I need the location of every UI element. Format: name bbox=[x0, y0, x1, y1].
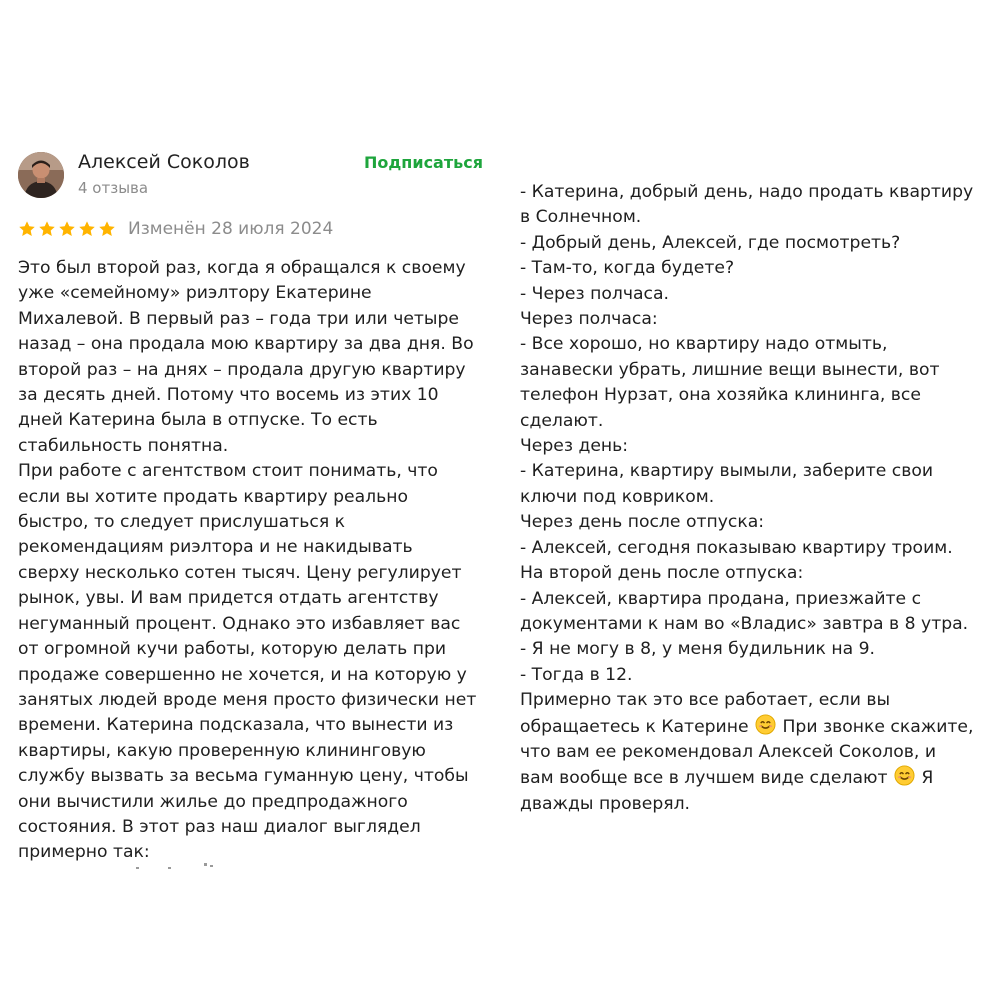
text-line: негуманный процент. Однако это избавляет вас bbox=[18, 613, 461, 634]
text-line-emoji-1 bbox=[520, 714, 990, 740]
text-line: - Я не могу в 8, у меня будильник на 9. bbox=[520, 639, 875, 660]
text-fragment: вам вообще все в лучшем виде сделают bbox=[520, 768, 888, 789]
text-line: назад – она продала мою квартиру за два дня. Во bbox=[18, 334, 474, 355]
subscribe-button[interactable]: Подписаться bbox=[364, 153, 483, 172]
text-line: Через день после отпуска: bbox=[520, 512, 765, 533]
text-line: быстро, то следует прислушаться к bbox=[18, 512, 346, 533]
review-text-right-column bbox=[520, 180, 990, 817]
text-line: - Катерина, квартиру вымыли, заберите свои bbox=[520, 461, 934, 482]
text-line: Это был второй раз, когда я обращался к своему bbox=[18, 258, 466, 278]
smiling-face-icon bbox=[894, 765, 915, 786]
text-line: квартиры, какую проверенную клининговую bbox=[18, 740, 426, 761]
star-icon bbox=[38, 220, 56, 238]
text-line: второй раз – на днях – продала другую квартиру bbox=[18, 359, 466, 380]
text-fragment: обращаетесь к Катерине bbox=[520, 716, 749, 737]
star-icon bbox=[98, 220, 116, 238]
text-line: за десять дней. Потому что восемь из этих 10 bbox=[18, 385, 439, 406]
author-avatar[interactable] bbox=[18, 152, 64, 198]
star-icon bbox=[78, 220, 96, 238]
text-line: от огромной кучи работы, которую делать при bbox=[18, 639, 447, 660]
text-fragment: При звонке скажите, bbox=[782, 716, 974, 737]
text-line: телефон Нурзат, она хозяйка клининга, все bbox=[520, 385, 921, 406]
text-line: дней Катерина была в отпуске. То есть bbox=[18, 410, 378, 431]
text-line: службу вызвать за весьма гуманную цену, чтобы bbox=[18, 766, 469, 787]
text-line: На второй день после отпуска: bbox=[520, 563, 804, 584]
text-line: они вычистили жилье до предпродажного bbox=[18, 791, 408, 812]
text-line: состояния. В этот раз наш диалог выглядел bbox=[18, 816, 421, 837]
text-line: уже «семейному» риэлтору Екатерине bbox=[18, 283, 372, 304]
text-line: - Алексей, квартира продана, приезжайте с bbox=[520, 588, 922, 609]
review-header bbox=[18, 146, 488, 206]
text-line: документами к нам во «Владис» завтра в 8 утра. bbox=[520, 613, 969, 634]
smiling-face-icon bbox=[755, 714, 776, 735]
review-text-left-column bbox=[18, 256, 488, 862]
text-line: - Катерина, добрый день, надо продать квартиру bbox=[520, 182, 974, 202]
text-line: - Там-то, когда будете? bbox=[520, 258, 735, 279]
text-line: стабильность понятна. bbox=[18, 435, 229, 456]
text-fragment: Я bbox=[921, 768, 934, 789]
text-line: - Все хорошо, но квартиру надо отмыть, bbox=[520, 334, 888, 355]
text-line: продаже совершенно не хочется, и на которую у bbox=[18, 664, 467, 685]
text-line: рекомендациям риэлтора и не накидывать bbox=[18, 537, 413, 558]
author-review-count: 4 отзыва bbox=[78, 179, 149, 197]
text-line: дважды проверял. bbox=[520, 793, 691, 814]
text-line: сверху несколько сотен тысяч. Цену регулирует bbox=[18, 562, 462, 583]
text-line: - Тогда в 12. bbox=[520, 664, 633, 685]
text-line: сделают. bbox=[520, 410, 604, 431]
text-line: примерно так: bbox=[18, 842, 150, 862]
star-icon bbox=[58, 220, 76, 238]
text-line: если вы хотите продать квартиру реально bbox=[18, 486, 408, 507]
text-line: занавески убрать, лишние вещи вынести, вот bbox=[520, 359, 940, 380]
rating-row bbox=[18, 216, 333, 242]
text-line: Через день: bbox=[520, 436, 629, 457]
text-line: При работе с агентством стоит понимать, что bbox=[18, 461, 438, 482]
clipped-text-remnant bbox=[18, 858, 218, 872]
author-name[interactable]: Алексей Соколов bbox=[78, 151, 250, 173]
text-line: времени. Катерина подсказала, что вынести из bbox=[18, 715, 454, 736]
text-line: Через полчаса: bbox=[520, 309, 658, 330]
star-icon bbox=[18, 220, 36, 238]
text-line: - Через полчаса. bbox=[520, 283, 669, 304]
text-line-emoji-2 bbox=[520, 765, 990, 791]
text-line: занятых людей вроде меня просто физически нет bbox=[18, 689, 477, 710]
text-line: ключи под ковриком. bbox=[520, 486, 715, 507]
text-line: что вам ее рекомендовал Алексей Соколов, и bbox=[520, 741, 937, 762]
user-photo-avatar-icon bbox=[18, 152, 64, 198]
text-line: - Добрый день, Алексей, где посмотреть? bbox=[520, 232, 901, 253]
text-line: Примерно так это все работает, если вы bbox=[520, 690, 891, 711]
edited-date: Изменён 28 июля 2024 bbox=[128, 219, 334, 239]
text-line: Михалевой. В первый раз – года три или четыре bbox=[18, 308, 459, 329]
rating-stars bbox=[18, 220, 116, 238]
text-line: - Алексей, сегодня показываю квартиру троим. bbox=[520, 537, 953, 558]
text-line: в Солнечном. bbox=[520, 207, 642, 228]
text-line: рынок, увы. И вам придется отдать агентству bbox=[18, 588, 439, 609]
